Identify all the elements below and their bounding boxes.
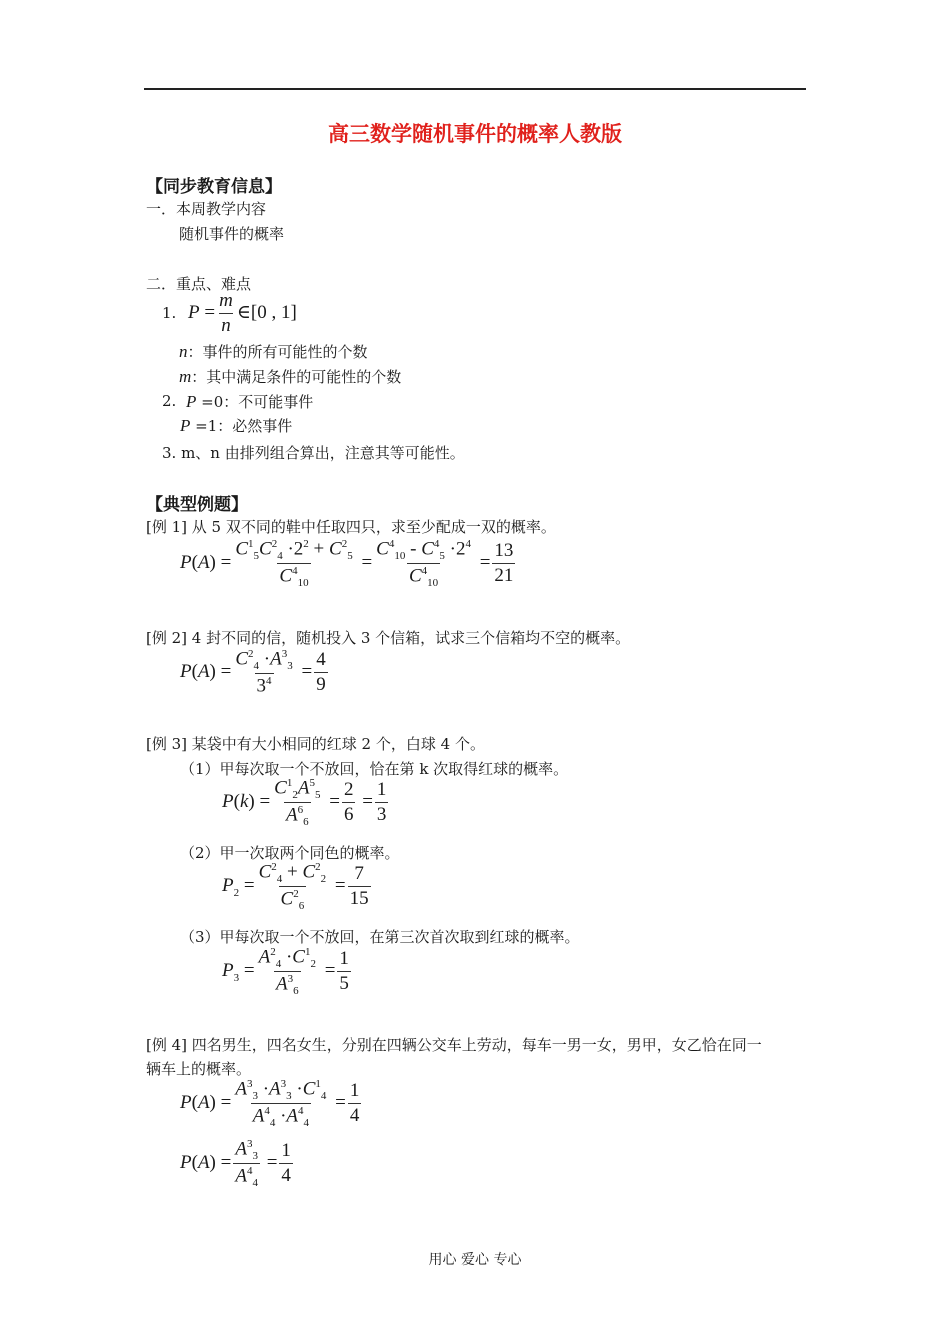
formula-example-4-a: P(A) = $\frac{A^3_3 \cdot A^3_3 \cdot C^1_4}{A^4_4 \cdot A^4_4}$ = $\frac{1}{4}$ — [180, 1078, 360, 1130]
page-footer: 用心 爱心 专心 — [428, 1252, 522, 1268]
n-description: n：事件的所有可能性的个数 — [179, 342, 368, 361]
point-1-number: 1. — [162, 304, 177, 322]
example-3-question-1: （1）甲每次取一个不放回，恰在第 k 次取得红球的概率。 — [180, 760, 569, 778]
document-title: 高三数学随机事件的概率人教版 — [328, 121, 622, 146]
example-3-text: [例 3] 某袋中有大小相同的红球 2 个，白球 4 个。 — [146, 735, 485, 753]
point-2-number: 2. — [162, 392, 177, 410]
header-rule — [144, 88, 806, 90]
example-2-text: [例 2] 4 封不同的信，随机投入 3 个信箱，试求三个信箱均不空的概率。 — [146, 629, 631, 647]
m-description: m：其中满足条件的可能性的个数 — [179, 367, 402, 386]
formula-example-4-b: P(A) = $\frac{A^3_3}{A^4_4}$ = $\frac{1}{4}$ — [180, 1138, 291, 1190]
section-sync-info: 【同步教育信息】 — [146, 177, 282, 197]
formula-p-definition: P = $\frac{m}{n}$ ∈[0 , 1] — [188, 290, 297, 336]
formula-example-1: P(A) = $\frac{C^1_5C^2_4 \cdot 2^2 + C^2_5}{C^4_{10}}$ = $\frac{C^4_{10} - C^4_5 \cdot 2^4}{C^4_{10}}$ = $\frac{13}{21}$ — [180, 538, 514, 590]
section-examples: 【典型例题】 — [146, 495, 248, 515]
point-3: 3. m、n 由排列组合算出，注意其等可能性。 — [162, 444, 465, 462]
item-one-heading: 一．本周教学内容 — [146, 200, 267, 218]
example-4-text-line-1: [例 4] 四名男生，四名女生，分别在四辆公交车上劳动，每车一男一女，男甲，女乙恰在同一 — [146, 1036, 762, 1054]
item-two-heading: 二．重点、难点 — [146, 275, 252, 293]
formula-example-2: P(A) = $\frac{C^2_4 \cdot A^3_3}{3^4}$ = $\frac{4}{9}$ — [180, 648, 326, 697]
example-4-text-line-2: 辆车上的概率。 — [146, 1060, 252, 1078]
item-one-text: 随机事件的概率 — [179, 225, 285, 243]
p-one-description: P =1：必然事件 — [180, 416, 293, 435]
example-1-text: [例 1] 从 5 双不同的鞋中任取四只，求至少配成一双的概率。 — [146, 518, 556, 536]
p-zero-description: P =0：不可能事件 — [186, 392, 314, 411]
formula-example-3-2: $P_2$ = $\frac{C^2_4 + C^2_2}{C^2_6}$ = $\frac{7}{15}$ — [222, 861, 369, 913]
example-3-question-2: （2）甲一次取两个同色的概率。 — [180, 844, 400, 862]
example-3-question-3: （3）甲每次取一个不放回，在第三次首次取到红球的概率。 — [180, 928, 580, 946]
formula-example-3-1: P(k) = $\frac{C^1_2A^5_5}{A^6_6}$ = $\frac{2}{6}$ = $\frac{1}{3}$ — [222, 777, 387, 829]
formula-example-3-3: $P_3$ = $\frac{A^2_4 \cdot C^1_2}{A^3_6}$ = $\frac{1}{5}$ — [222, 946, 349, 998]
formula-p-range: ∈[0 , 1] — [236, 301, 297, 323]
